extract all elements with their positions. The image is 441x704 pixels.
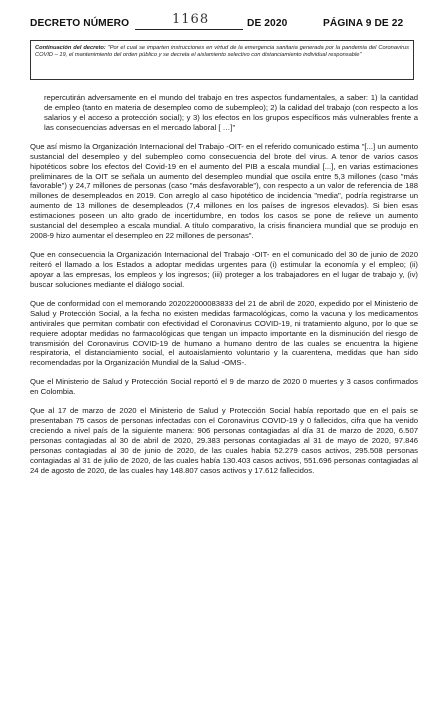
paragraph: repercutirán adversamente en el mundo del trabajo en tres aspectos fundamentales, a saber: 1) la cantidad de empleo (tanto en materia de desempleo como de subempleo); 2) la calidad del trabajo (con respecto a los salarios y el acceso a protección social); y 3) los efectos en los grupos específicos más vulnerables frente a las consecuencias adversas en el mercado laboral [ …]" xyxy=(44,93,418,132)
decree-number: 1168 xyxy=(172,12,210,27)
document-body xyxy=(30,93,418,485)
page-header xyxy=(30,12,422,34)
continuation-label: Continuación del decreto: xyxy=(35,45,106,51)
decree-number-line xyxy=(135,29,243,30)
paragraph: Que en consecuencia la Organización Internacional del Trabajo -OIT- en el comunicado del 30 de junio de 2020 reiteró el llamado a los Estados a adoptar medidas urgentes para (i) estimular la economía y el empleo; (ii) apoyar a las empresas, los empleos y los ingresos; (iii) proteger a los trabajadores en el lugar de trabajo y, (iv) buscar soluciones mediante el diálogo social. xyxy=(30,250,418,289)
page-number: PÁGINA 9 DE 22 xyxy=(323,18,404,29)
decree-label: DECRETO NÚMERO xyxy=(30,18,130,29)
decree-year: DE 2020 xyxy=(247,18,288,29)
continuation-text: "Por el cual se imparten instrucciones en virtud de la emergencia sanitaria generada por la pandemia del Coronavirus COVID – 19, el mantenimiento del orden público y se decreta el aislamiento selectivo con distanciamiento individual responsable" xyxy=(35,45,409,58)
paragraph: Que el Ministerio de Salud y Protección Social reportó el 9 de marzo de 2020 0 muertes y 3 casos confirmados en Colombia. xyxy=(30,377,418,397)
paragraph: Que así mismo la Organización Internacional del Trabajo -OIT- en el referido comunicado estima "[...] un aumento sustancial del desempleo y del subempleo como consecuencia del brote del virus. A tenor de varios casos hipotéticos sobre los efectos del Covid-19 en el aumento del PIB a escala mundial [...], en varias estimaciones preliminares de la OIT se señala un aumento del desempleo mundial que oscila entre 5,3 millones (caso "más favorable") y 24,7 millones de personas (caso "más desfavorable"), con respecto a un valor de referencia de 188 millones de desempleados en 2019. Con arreglo al caso hipotético de incidencia "media", podría registrarse un aumento de 13 millones de desempleados (7,4 millones en los países de ingresos elevados). Si bien esas estimaciones poseen un alto grado de incertidumbre, en todos los casos se pone de relieve un aumento sustancial del desempleo a escala mundial. A título comparativo, la crisis financiera mundial que se produjo en 2008-9 hizo aumentar el desempleo en 22 millones de personas". xyxy=(30,141,418,240)
paragraph: Que al 17 de marzo de 2020 el Ministerio de Salud y Protección Social había reportado que en el país se presentaban 75 casos de personas infectadas con el Coronavirus COVID-19 y 0 fallecidos, cifra que ha venido creciendo a nivel país de la siguiente manera: 906 personas contagiadas al día 31 de marzo de 2020, 6.507 personas contagiadas al 30 de abril de 2020, 29.383 personas contagiadas al 31 de mayo de 2020, 97.846 personas contagiadas al 30 de junio de 2020, de las cuales había 52.279 casos activos, 295.508 personas contagiadas al 31 de julio de 2020, de las cuales había 130.403 casos activos, 551.696 personas contagiadas al 24 de agosto de 2020, de las cuales hay 148.807 casos activos y 17.612 fallecidos. xyxy=(30,406,418,475)
paragraph: Que de conformidad con el memorando 202022000083833 del 21 de abril de 2020, expedido por el Ministerio de Salud y Protección Social, a la fecha no existen medidas farmacológicas, como la vacuna y los medicamentos antivirales que permitan combatir con efectividad el Coronavirus COVID-19, ni tratamiento alguno, por lo que se requiere adoptar medidas no farmacológicas que tengan un impacto importante en la disminución del riesgo de transmisión del Coronavirus COVID-19 de humano a humano dentro de las cuales se encuentra la higiene respiratoria, el distanciamiento social, el autoaislamiento voluntario y la cuarentena, medidas que han sido recomendadas por la Organización Mundial de la Salud -OMS-. xyxy=(30,298,418,368)
continuation-box xyxy=(30,40,414,80)
